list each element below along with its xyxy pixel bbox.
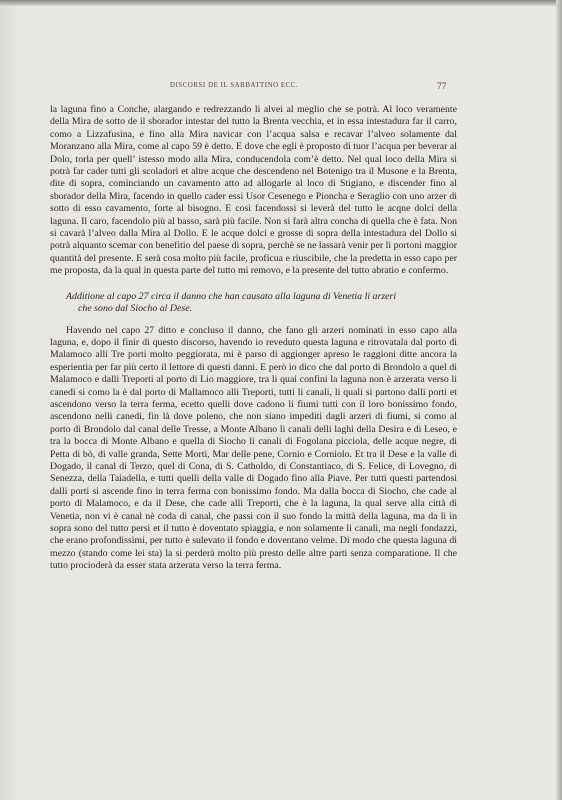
continuation-paragraph: la laguna fino a Conche, alargando e redrezzando li alvei al meglio che se potrà. Al loco veramente della Mira de sotto de il sborador intestar del tutto la Brenta vecchia, et in essa intestadura far il carro, como a Lizzafusina, e fino alla Mira navicar con l’acqua salsa e recavar l’alveo solamente dal Moranzano alla Mira, come al capo 59 è detto. E dove che egli è proposto di tuor l’acqua per beverar al Dolo, torla per quell’ istesso modo alla Mira, conducendola com’è detto. Nel qual loco della Mira si potrà far cader tutti gli scoladori et altre acque che descendeno nel Botenigo tra il Musone e la Brenta, dite di sopra, cominciando un cavamento atto ad allogarle al loco di Stigiano, e discender fino al sborador della Mira, facendo in quello cader essi Usor Cesenego e Pioncha e Seraglio con uno arzer di sotto di esso cavamento, forte al bisogno. E così facendossi si leverà del tutto le acqne dolci della laguna. Il caro, facendolo più al basso, sarà più facile. Non si farà altra concha di quella che è fata. Non si cavarà l’alveo dalla Mira al Dollo. E le acque dolci e grosse di sopra della intestadura del Dollo si potrà alquanto scemar con benefitio del paese di sopra, perchè se ne lassarà venir per li portoni maggior quantità del presente. E serà cosa molto più facile, proficua e riuscibile, che la predetta in esso capo per me proposta, da la qual in questa parte del tutto mi removo, e la presente del tutto abratio e confermo. — [50, 104, 457, 277]
running-title: DISCORSI DE IL SABBATTINO ECC. — [170, 82, 299, 89]
section-heading — [50, 291, 457, 316]
body-paragraph: Havendo nel capo 27 ditto e concluso il danno, che fano gli arzeri nominati in esso capo alla laguna, e, dopo il finir di questo discorso, havendo io reveduto questa laguna e ritrovatala dal porto di Malamoco alli Tre porti molto peggiorata, mi è parso di aggionger apreso le raggioni ditte ancora la esperientia per far più certo il lettore di questi danni. E però io dico che dal porto di Brondolo a quel di Malamoco e dalli Treporti al porto di Lio maggiore, tra li quai confini la laguna non è arzerata verso li canedi si como la è dal porto di Mallamoco alli Treporti, tutti li canali, li quali si partono dalli porti et ascendono verso la terra ferma, ecetto quelli dove cadono li fiumi tutti con il loro bonissimo fondo, ascendono nelli canedi, fin là dove poleno, che non siano impediti dagli arzeri di fiumi, si como al porto di Brondolo dal canal delle Tresse, a Monte Albano li canali delli laghi della Desira e di Leseo, e tra la bocca di Monte Albano e quella di Siocho li canali di Fogolana picciola, delle acque negre, di Petta di bò, di valle granda, Sette Morti, Mar delle pene, Cornio e Corniolo. Et tra il Dese e la valle di Dogado, il canal di Terzo, quel di Cona, di S. Catholdo, di Constantiaco, di S. Felice, di Lovegno, di Senezza, della Taiadella, e tutti quelli della valle di Dogado fino alla Piave. Per tutti questi partendosi dalli porti si ascende fino in terra ferma con bonissimo fondo. Ma dalla bocca di Siocho, che cade al porto di Malamoco, e da il Dese, che cade alli Treporti, che è la laguna, la qual serve alla città di Venetia, non vi è canal nè coda di canal, che passi con il suo fondo la mittà della laguna, ma da li in sopra sono del tutto persi et il tutto è doventato spiaggia, e non solamente li canali, ma negli fondazzi, che erano profondissimi, per tutto è sulevato il fondo e doventano velme. Di modo che questa laguna di mezzo (stando come lei sta) la si perderà molto più presto delle altre parti senza comparatione. Il che tutto procioderà da esser stata arzerata verso la terra ferma. — [50, 324, 457, 572]
section-heading-line-2: che sono dal Siocho al Dese. — [78, 303, 193, 315]
scan-edge-top — [0, 0, 562, 6]
scan-edge-right — [556, 0, 562, 800]
page-shadow — [0, 0, 18, 800]
page-text — [50, 104, 457, 573]
page-number: 77 — [437, 82, 447, 92]
section-heading-line-1: Additione al capo 27 circa il danno che han causato alla laguna di Venetia li arzeri — [66, 290, 397, 302]
